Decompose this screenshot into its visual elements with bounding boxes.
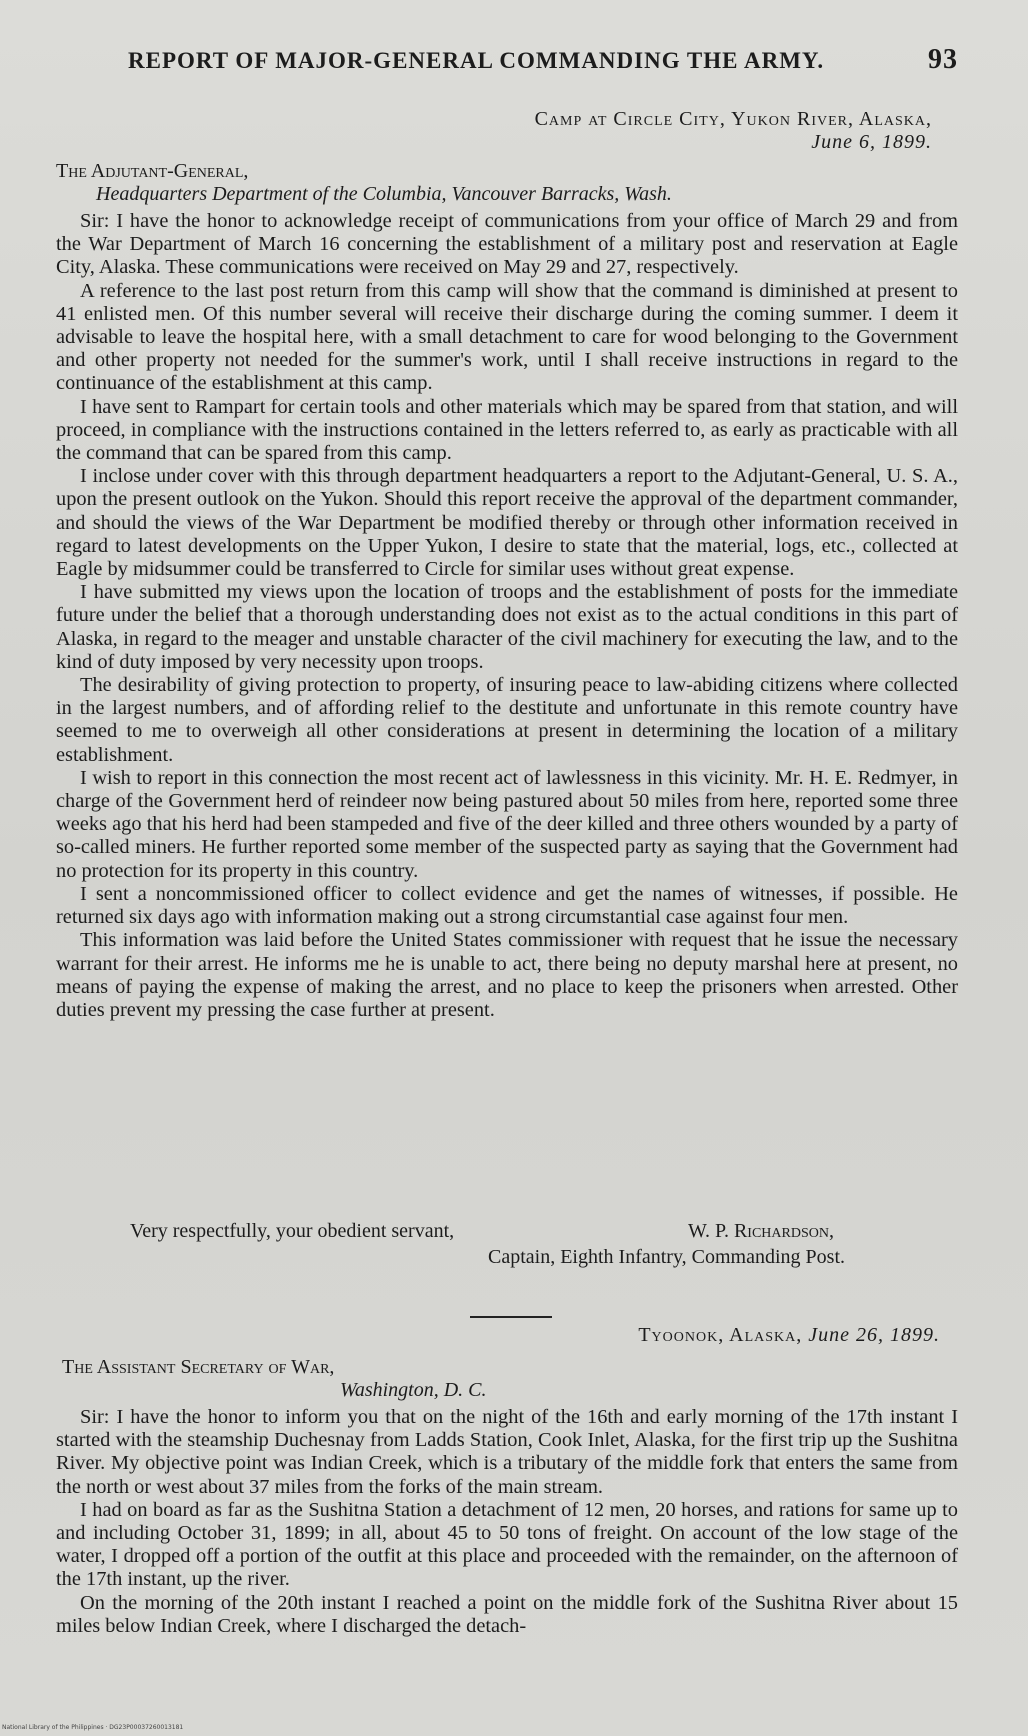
letter1-dateline (535, 108, 932, 154)
paragraph: I inclose under cover with this through department headquarters a report to the Adjutant-General, U. S. A., upon the present outlook on the Yukon. Should this report receive the approval of the department commander, and should the views of the War Department be modified thereby or through other information received in regard to latest developments on the Upper Yukon, I desire to state that the material, logs, etc., collected at Eagle by midsummer could be transferred to Circle for similar uses without great expense. (56, 465, 958, 581)
paragraph: I have submitted my views upon the location of troops and the establishment of posts for the immediate future under the belief that a thorough understanding does not exist as to the actual conditions in this part of Alaska, in regard to the meager and unstable character of the civil machinery for executing the law, and to the kind of duty imposed by very necessity upon troops. (56, 581, 958, 673)
paragraph: I sent a noncommissioned officer to collect evidence and get the names of witnesses, if possible. He returned six days ago with information making out a strong circumstantial case against four men. (56, 882, 958, 929)
letter1-addressee: The Adjutant-General, (56, 160, 249, 182)
paragraph: A reference to the last post return from this camp will show that the command is diminished at present to 41 enlisted men. Of this number several will receive their discharge during the coming summer. I deem it advisable to leave the hospital here, with a small detachment to care for wood belonging to the Government and other property not needed for the summer's work, until I shall receive instructions in regard to the continuance of the establishment at this camp. (56, 279, 958, 395)
letter2-address (62, 1356, 487, 1402)
letter1-closing: Very respectfully, your obedient servant, (130, 1220, 455, 1242)
paragraph: On the morning of the 20th instant I reached a point on the middle fork of the Sushitna River about 15 miles below Indian Creek, where I discharged the detach- (56, 1591, 958, 1637)
letter2-body (56, 1406, 958, 1638)
page-number: 93 (928, 44, 958, 75)
section-divider (470, 1316, 552, 1318)
paragraph: This information was laid before the United States commissioner with request that he issue the necessary warrant for their arrest. He informs me he is unable to act, there being no deputy marshal here at present, no means of paying the expense of making the arrest, and no place to keep the prisoners when arrested. Other duties prevent my pressing the case further at present. (56, 929, 958, 1021)
letter1-addressee-dept: Headquarters Department of the Columbia, Vancouver Barracks, Wash. (96, 183, 672, 205)
letter2-place: Tyoonok, Alaska, (638, 1324, 803, 1346)
paragraph: I had on board as far as the Sushitna Station a detachment of 12 men, 20 horses, and rations for same up to and including October 31, 1899; in all, about 45 to 50 tons of freight. On account of the low stage of the water, I dropped off a portion of the outfit at this place and proceeded with the remainder, on the afternoon of the 17th instant, up the river. (56, 1498, 958, 1591)
paragraph: The desirability of giving protection to property, of insuring peace to law-abiding citizens where collected in the largest numbers, and of affording relief to the destitute and unfortunate in this remote country have seemed to me to overweigh all other considerations at present in determining the location of a military establishment. (56, 674, 958, 766)
paragraph: I wish to report in this connection the most recent act of lawlessness in this vicinity. Mr. H. E. Redmyer, in charge of the Government herd of reindeer now being pastured about 50 miles from here, reported some three weeks ago that his herd had been stampeded and five of the deer killed and three others wounded by a party of so-called miners. He further reported some member of the suspected party as saying that the Government had no protection for its property in this country. (56, 766, 958, 882)
letter1-signer-title: Captain, Eighth Infantry, Commanding Post. (488, 1246, 846, 1268)
letter1-place: Camp at Circle City, Yukon River, Alaska, (534, 108, 932, 130)
running-header (128, 44, 958, 75)
letter1-body (56, 210, 958, 1022)
letter1-address (56, 160, 672, 206)
page-title: REPORT OF MAJOR-GENERAL COMMANDING THE ARMY. (128, 48, 825, 73)
letter1-signer: W. P. Richardson, (688, 1220, 834, 1242)
scan-source-footer: National Library of the Philippines · DG23P00037260013181 (2, 1724, 184, 1731)
paragraph: I have sent to Rampart for certain tools and other materials which may be spared from that station, and will proceed, in compliance with the instructions contained in the letters referred to, as early as practicable with all the command that can be spared from this camp. (56, 395, 958, 465)
letter2-addressee: The Assistant Secretary of War, (62, 1356, 335, 1378)
letter2-addressee-city: Washington, D. C. (340, 1379, 487, 1401)
paragraph: Sir: I have the honor to inform you that on the night of the 16th and early morning of the 17th instant I started with the steamship Duchesnay from Ladds Station, Cook Inlet, Alaska, for the first trip up the Sushitna River. My objective point was Indian Creek, which is a tributary of the middle fork that enters the same from the north or west about 37 miles from the forks of the main stream. (56, 1406, 958, 1498)
letter1-date: June 6, 1899. (811, 131, 932, 153)
letter2-date: June 26, 1899. (808, 1324, 940, 1346)
paragraph: Sir: I have the honor to acknowledge receipt of communications from your office of March 29 and from the War Department of March 16 concerning the establishment of a military post and reservation at Eagle City, Alaska. These communications were received on May 29 and 27, respectively. (56, 210, 958, 279)
letter2-dateline (638, 1324, 940, 1347)
